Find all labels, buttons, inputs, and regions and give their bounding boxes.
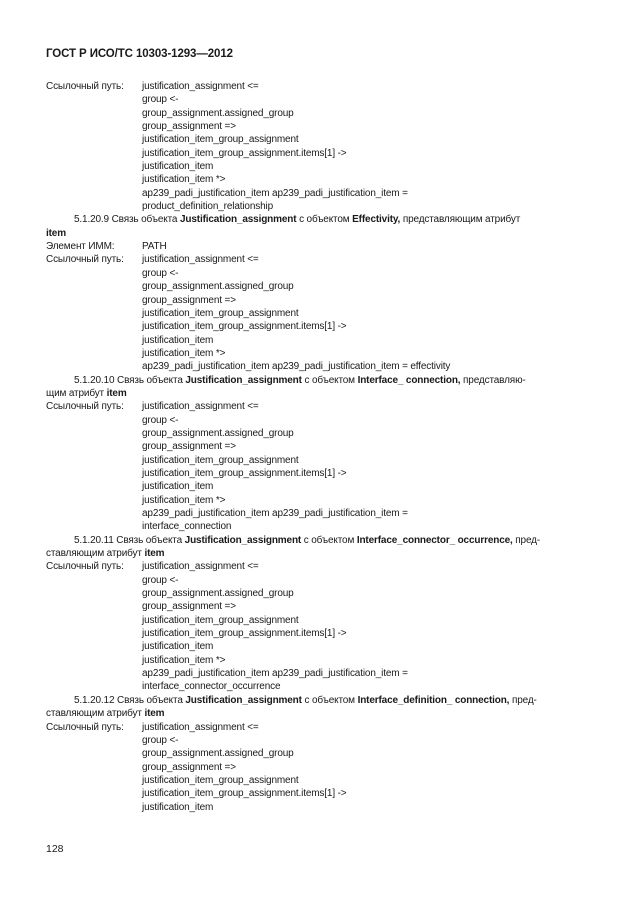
- heading-continuation: [46, 547, 591, 560]
- ref-path-line: [46, 560, 591, 573]
- path-line: justification_item_group_assignment: [142, 614, 299, 626]
- ref-path-line: [46, 253, 591, 266]
- path-line: justification_assignment <=: [142, 721, 259, 733]
- path-line: product_definition_relationship: [142, 201, 273, 213]
- entity-name: Interface_ connection,: [357, 374, 461, 386]
- path-line: ap239_padi_justification_item ap239_padi_justification_item =: [142, 508, 408, 519]
- path-line: group_assignment.assigned_group: [142, 281, 294, 293]
- entity-name: Interface_connector_ occurrence,: [356, 534, 513, 546]
- path-line: interface_connector_occurrence: [142, 681, 281, 693]
- path-line: justification_item *>: [142, 654, 226, 666]
- path-line: justification_assignment <=: [142, 254, 259, 266]
- heading-text: Связь объекта: [111, 214, 178, 226]
- path-line: group_assignment.assigned_group: [142, 427, 294, 439]
- path-line: justification_item: [142, 161, 214, 173]
- heading-text: пред-: [515, 534, 541, 546]
- path-line: group_assignment.assigned_group: [142, 588, 294, 600]
- path-line: group <-: [142, 414, 179, 426]
- ref-path-line: [46, 721, 591, 734]
- section-heading-5-1-20-10: [46, 374, 591, 387]
- path-line: group <-: [142, 734, 179, 746]
- section-number: 5.1.20.9: [74, 214, 109, 226]
- path-line: justification_item_group_assignment.items[1] ->: [142, 321, 347, 333]
- path-line: ap239_padi_justification_item ap239_padi_justification_item = effectivity: [142, 361, 451, 373]
- attribute-name: item: [144, 548, 165, 560]
- aim-element-value: PATH: [142, 241, 167, 253]
- heading-text: с объектом: [304, 694, 355, 706]
- document-header: ГОСТ Р ИСО/ТС 10303-1293—2012: [46, 48, 233, 60]
- heading-text: Связь объекта: [117, 374, 183, 386]
- attribute-name: item: [144, 708, 165, 720]
- attribute-name: item: [106, 387, 127, 399]
- path-line: justification_item *>: [142, 347, 226, 359]
- path-line: group <-: [142, 574, 179, 586]
- path-line: group_assignment =>: [142, 441, 236, 453]
- path-line: justification_item_group_assignment: [142, 307, 299, 319]
- path-line: justification_item: [142, 641, 214, 653]
- path-line: justification_item_group_assignment.items[1] ->: [142, 467, 347, 479]
- heading-text: пред-: [511, 694, 537, 706]
- ref-path-line: [46, 80, 591, 93]
- entity-name: Interface_definition_ connection,: [357, 694, 510, 706]
- path-line: group_assignment =>: [142, 121, 236, 133]
- path-line: justification_item: [142, 334, 214, 346]
- ref-path-label: Ссылочный путь:: [46, 401, 124, 413]
- heading-text: с объектом: [299, 214, 350, 226]
- section-heading-5-1-20-9: [46, 213, 591, 226]
- heading-text: представляю-: [463, 374, 526, 386]
- ref-path-line: [46, 400, 591, 413]
- aim-element-label: Элемент ИММ:: [46, 241, 115, 253]
- heading-text: Связь объекта: [116, 534, 183, 546]
- heading-continuation: [46, 227, 591, 240]
- heading-text: Связь объекта: [117, 694, 183, 706]
- heading-text: с объектом: [304, 374, 355, 386]
- entity-name: Justification_assignment: [185, 694, 302, 706]
- entity-name: Effectivity,: [352, 214, 401, 226]
- path-line: justification_assignment <=: [142, 561, 259, 573]
- path-line: interface_connection: [142, 521, 232, 533]
- heading-text: ставляющим атрибут: [46, 548, 142, 560]
- path-line: justification_assignment <=: [142, 401, 259, 413]
- page-number: 128: [46, 843, 64, 855]
- path-line: group_assignment.assigned_group: [142, 107, 294, 119]
- heading-text: с объектом: [303, 534, 355, 546]
- section-number: 5.1.20.12: [74, 694, 115, 706]
- path-line: justification_item *>: [142, 494, 226, 506]
- document-body: [46, 80, 591, 814]
- path-line: justification_item_group_assignment: [142, 454, 299, 466]
- path-line: justification_item *>: [142, 174, 226, 186]
- section-heading-5-1-20-12: [46, 694, 591, 707]
- path-line: group_assignment =>: [142, 294, 236, 306]
- path-line: group_assignment.assigned_group: [142, 748, 294, 760]
- path-line: justification_assignment <=: [142, 81, 259, 92]
- entity-name: Justification_assignment: [185, 374, 302, 386]
- path-line: justification_item: [142, 481, 214, 493]
- path-line: justification_item_group_assignment: [142, 134, 299, 146]
- path-line: group <-: [142, 94, 179, 106]
- path-line: justification_item_group_assignment.items[1] ->: [142, 628, 347, 640]
- attribute-name: item: [46, 227, 66, 239]
- path-line: justification_item_group_assignment: [142, 774, 299, 786]
- heading-text: щим атрибут: [46, 387, 104, 399]
- path-line: justification_item: [142, 801, 214, 813]
- heading-text: представляющим атрибут: [402, 214, 521, 226]
- ref-path-label: Ссылочный путь:: [46, 721, 124, 733]
- section-number: 5.1.20.10: [74, 374, 115, 386]
- ref-path-label: Ссылочный путь:: [46, 561, 124, 573]
- path-line: justification_item_group_assignment.items[1] ->: [142, 147, 347, 159]
- ref-path-label: Ссылочный путь:: [46, 81, 124, 92]
- heading-continuation: [46, 707, 591, 720]
- aim-element-line: [46, 240, 591, 253]
- path-line: ap239_padi_justification_item ap239_padi_justification_item =: [142, 187, 408, 199]
- entity-name: Justification_assignment: [179, 214, 297, 226]
- section-heading-5-1-20-11: [46, 534, 591, 547]
- path-line: group_assignment =>: [142, 761, 236, 773]
- path-line: ap239_padi_justification_item ap239_padi_justification_item =: [142, 668, 408, 680]
- path-line: justification_item_group_assignment.items[1] ->: [142, 788, 347, 800]
- path-line: group <-: [142, 267, 179, 279]
- entity-name: Justification_assignment: [184, 534, 302, 546]
- ref-path-label: Ссылочный путь:: [46, 254, 124, 266]
- path-line: group_assignment =>: [142, 601, 236, 613]
- heading-text: ставляющим атрибут: [46, 708, 142, 720]
- heading-continuation: [46, 387, 591, 400]
- section-number: 5.1.20.11: [74, 534, 114, 546]
